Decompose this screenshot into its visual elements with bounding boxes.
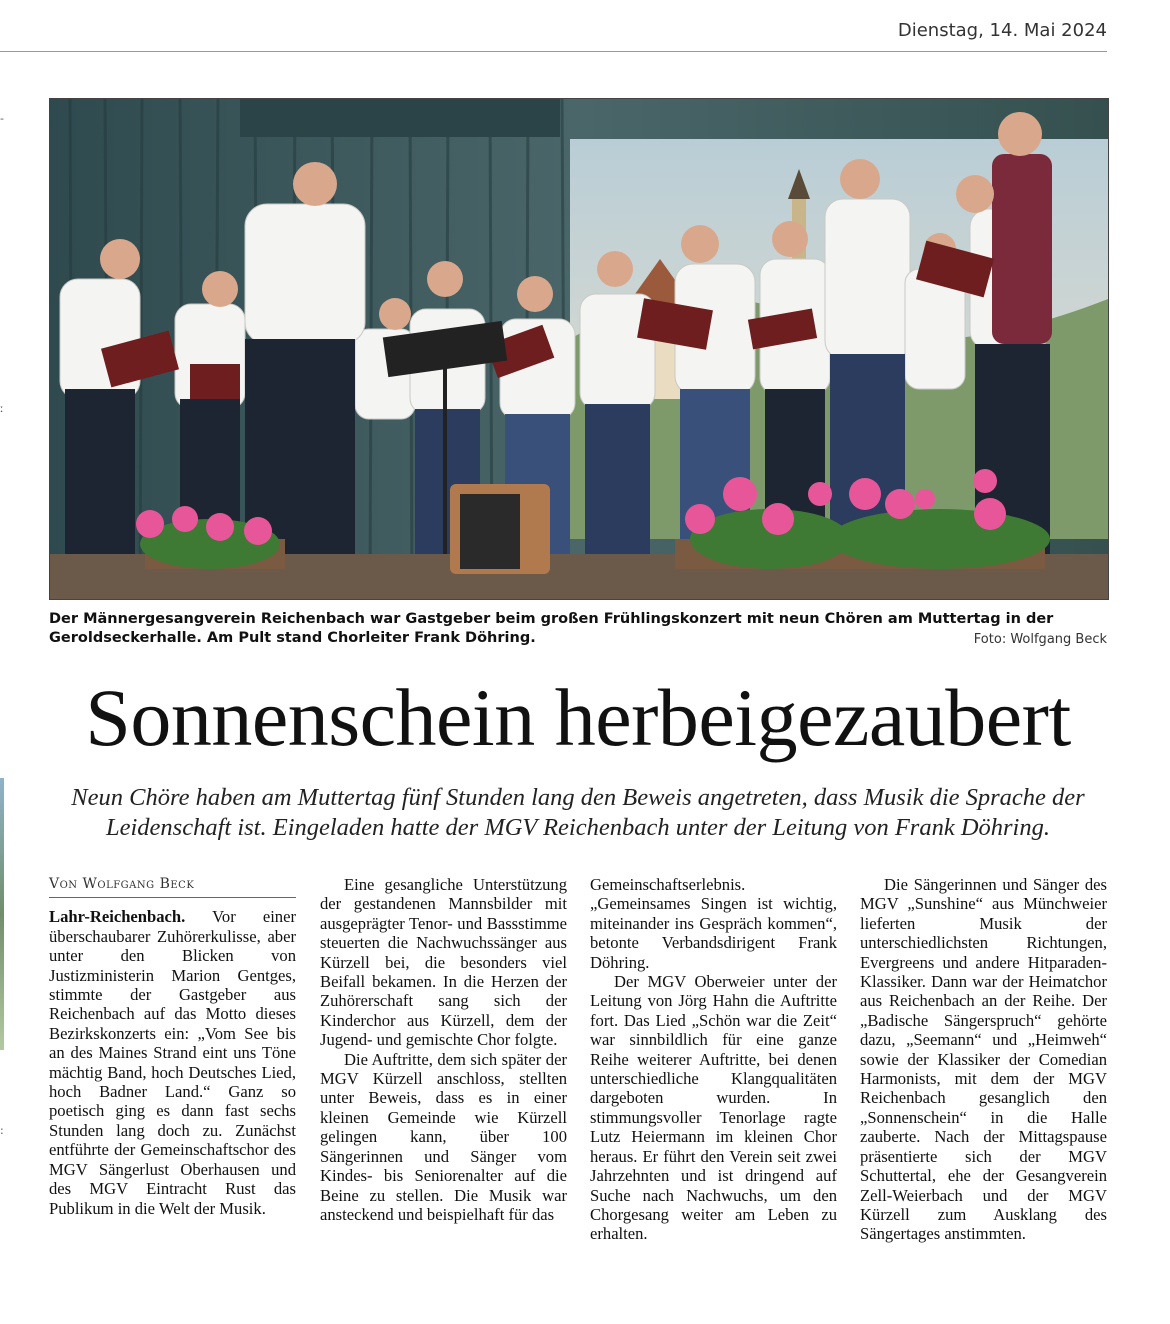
adjacent-article-image-edge [0,778,4,1050]
paragraph: Der MGV Oberweier unter der Leitung von Jörg Hahn die Auftritte fort. Das Lied „Schön war die Zeit“ war sinnbildlich für eine ganze Reihe weiterer Auftritte, bei denen unterschiedliche Klangqualitäten dargeboten wurden. In stimmungsvoller Tenorlage ragte Lutz Heiermann im kleinen Chor heraus. Er führt den Verein seit zwei Jahrzehnten und ist dringend auf Suche nach Nachwuchs, um den Chorgesang weiter am Leben zu erhalten. [590,972,837,1244]
choir-photo [49,98,1109,600]
edge-mark: ː [0,402,4,415]
issue-date: Dienstag, 14. Mai 2024 [897,20,1107,41]
header-rule [0,51,1107,52]
paragraph [49,907,296,1218]
paragraph: Die Sängerinnen und Sänger des MGV „Sunshine“ aus Münchweier lieferten Musik der unterschiedlichsten Richtungen, Evergreens und andere Hitparaden-Klassiker. Dann war der Heimatchor aus Reichenbach an der Reihe. Der „Badische Sängerspruch“ gehörte dazu, „Seemann“ und „Heimweh“ sowie der Klassiker der Comedian Harmonists, mit dem der MGV Reichenbach gesanglich den „Sonnenschein“ in die Halle zauberte. Nach der Mittagspause präsentierte sich der MGV Schuttertal, ehe der Gesangverein Zell-Weierbach und der MGV Kürzell zum Ausklang des Sängertages anstimmten. [860,875,1107,1244]
edge-mark: : [0,1124,4,1137]
teaser: Neun Chöre haben am Muttertag fünf Stunden lang den Beweis angetreten, dass Musik die Sprache der Leidenschaft ist. Eingeladen hatte der MGV Reichenbach unter der Leitung von Frank Döhring. [71,784,1085,841]
article-column-1 [49,875,296,1218]
article-column-3 [590,875,837,1244]
headline: Sonnenschein herbeigezaubert [85,672,1071,763]
edge-mark: - [0,112,4,125]
photo-caption: Der Männergesangverein Reichenbach war Gastgeber beim großen Frühlingskonzert mit neun Chören am Muttertag in der Geroldseckerhalle. Am Pult stand Chorleiter Frank Döhring. [49,611,1054,646]
paragraph: Die Auftritte, dem sich später der MGV Kürzell anschloss, stellten unter Beweis, dass es in einer kleinen Gemeinde wie Kürzell gelingen kann, über 100 Sängerinnen und Sänger vom Kindes- bis Seniorenalter auf die Beine zu stellen. Die Musik war ansteckend und beispielhaft für das [320,1049,567,1224]
byline: Von Wolfgang Beck [49,875,296,898]
paragraph: Gemeinschaftserlebnis. „Gemeinsames Singen ist wichtig, miteinander ins Gespräch kommen“, betonte Verbandsdirigent Frank Döhring. [590,875,837,972]
article-column-2 [320,875,567,1224]
paragraph: Eine gesangliche Unterstützung der gestandenen Mannsbilder mit ausgeprägter Tenor- und Bassstimme steuerten die Nachwuchssänger aus Kürzell bei, die besonders viel Beifall bekamen. In die Herzen der Zuhörerschaft sang sich der Kinderchor aus Kürzell, dem der Jugend- und gemischte Chor folgte. [320,875,567,1050]
photo-credit: Foto: Wolfgang Beck [973,632,1107,647]
paragraph-text: Vor einer überschaubarer Zuhörerkulisse, aber unter den Blicken von Justizministerin Marion Gentges, stimmte der Gastgeber aus Reichenbach auf das Motto dieses Bezirkskonzerts ein: „Vom See bis an des Maines Strand eint uns Töne mächtig Band, hoch Deutsches Lied, hoch Badner Land.“ Ganz so poetisch ging es dann fast sechs Stunden lang doch zu. Zunächst entführte der Gemeinschaftschor des MGV Sängerlust Oberhausen und des MGV Eintracht Rust das Publikum in die Welt der Musik. [49,907,296,1218]
article-column-4 [860,875,1107,1244]
dateline: Lahr-Reichenbach. [49,907,186,927]
